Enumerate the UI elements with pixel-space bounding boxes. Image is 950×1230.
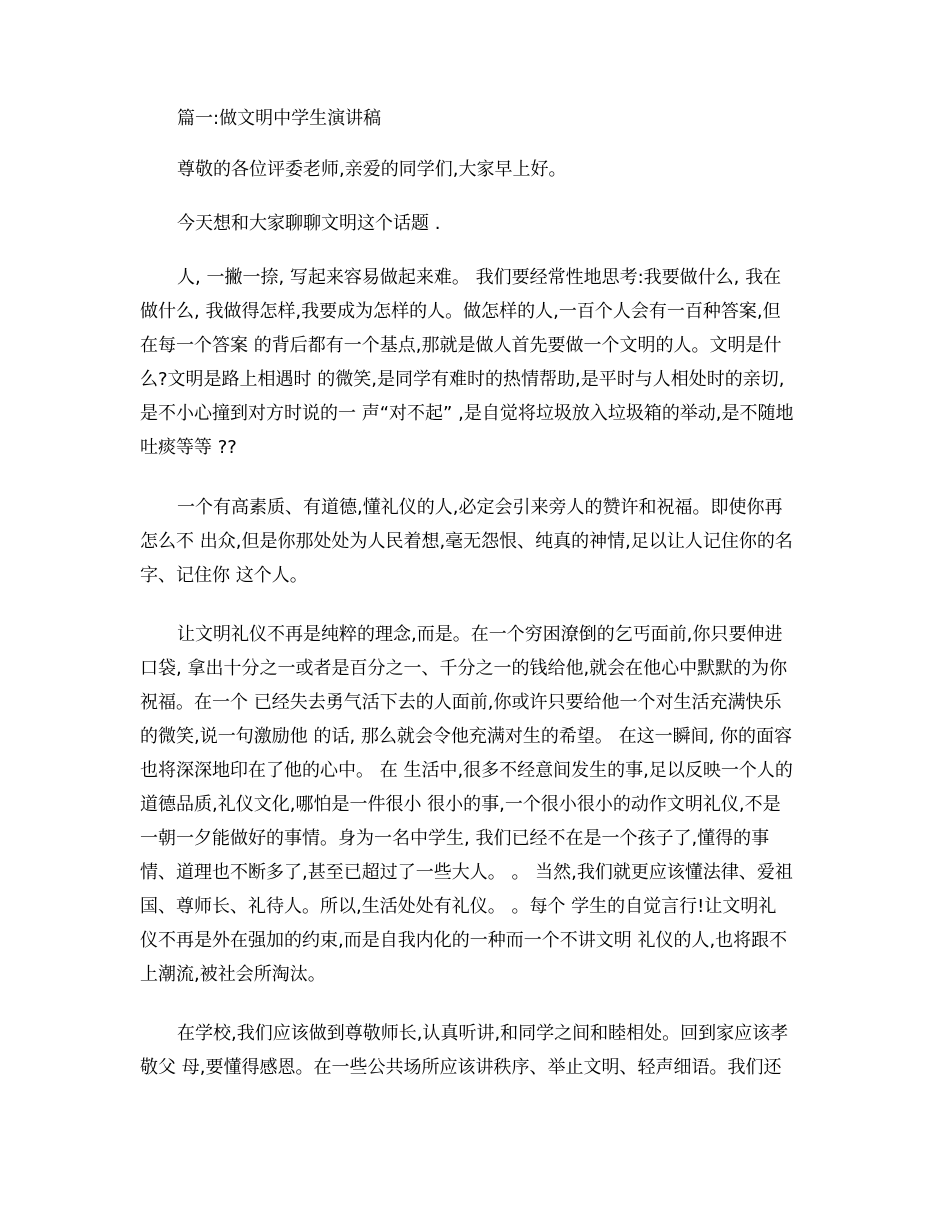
paragraph-line: 道德品质,礼仪文化,哪怕是一件很小 很小的事,一个很小很小的动作文明礼仪,不是 (140, 794, 781, 815)
paragraph-line: 一个有高素质、有道德,懂礼仪的人,必定会引来旁人的赞许和祝福。即使你再 (177, 497, 783, 518)
paragraph-line: 上潮流,被社会所淘汰。 (140, 964, 326, 985)
paragraph-line: 也将深深地印在了他的心中。 在 生活中,很多不经意间发生的事,足以反映一个人的 (140, 760, 793, 781)
paragraph-line: 敬父 母,要懂得感恩。在一些公共场所应该讲秩序、举止文明、轻声细语。我们还 (140, 1057, 782, 1078)
paragraph-line: 的微笑,说一句激励他 的话, 那么就会令他充满对生的希望。 在这一瞬间, 你的面容 (140, 726, 793, 747)
paragraph-line: 口袋, 拿出十分之一或者是百分之一、千分之一的钱给他,就会在他心中默默的为你 (140, 658, 788, 679)
paragraph-line: 在每一个答案 的背后都有一个基点,那就是做人首先要做一个文明的人。文明是什 (140, 335, 782, 356)
paragraph-line: 在学校,我们应该做到尊敬师长,认真听讲,和同学之间和睦相处。回到家应该孝 (177, 1023, 789, 1044)
paragraph-line: 字、记住你 这个人。 (140, 565, 308, 586)
document-heading: 篇一:做文明中学生演讲稿 (177, 108, 382, 129)
paragraph-line: 人, 一撇一捺, 写起来容易做起来难。 我们要经常性地思考:我要做什么, 我在 (177, 267, 782, 288)
paragraph-line: 尊敬的各位评委老师,亲爱的同学们,大家早上好。 (177, 159, 567, 180)
paragraph-line: 今天想和大家聊聊文明这个话题 . (177, 213, 441, 234)
paragraph-line: 吐痰等等 ?? (140, 437, 237, 458)
paragraph-line: 一朝一夕能做好的事情。身为一名中学生, 我们已经不在是一个孩子了,懂得的事 (140, 828, 770, 849)
paragraph-line: 是不小心撞到对方时说的一 声“对不起” ,是自觉将垃圾放入垃圾箱的举动,是不随地 (140, 403, 794, 424)
paragraph-line: 国、尊师长、礼待人。所以,生活处处有礼仪。 。每个 学生的自觉言行!让文明礼 (140, 896, 777, 917)
paragraph-line: 祝福。在一个 已经失去勇气活下去的人面前,你或许只要给他一个对生活充满快乐 (140, 692, 782, 713)
paragraph-line: 让文明礼仪不再是纯粹的理念,而是。在一个穷困潦倒的乞丐面前,你只要伸进 (177, 624, 783, 645)
paragraph-line: 仪不再是外在强加的约束,而是自我内化的一种而一个不讲文明 礼仪的人,也将跟不 (140, 930, 788, 951)
paragraph-line: 做什么, 我做得怎样,我要成为怎样的人。做怎样的人,一百个人会有一百种答案,但 (140, 301, 781, 322)
paragraph-line: 么?文明是路上相遇时 的微笑,是同学有难时的热情帮助,是平时与人相处时的亲切, (140, 369, 785, 390)
paragraph-line: 情、道理也不断多了,甚至已超过了一些大人。 。 当然,我们就更应该懂法律、爱祖 (140, 862, 793, 883)
paragraph-line: 怎么不 出众,但是你那处处为人民着想,毫无怨恨、纯真的神情,足以让人记住你的名 (140, 531, 793, 552)
